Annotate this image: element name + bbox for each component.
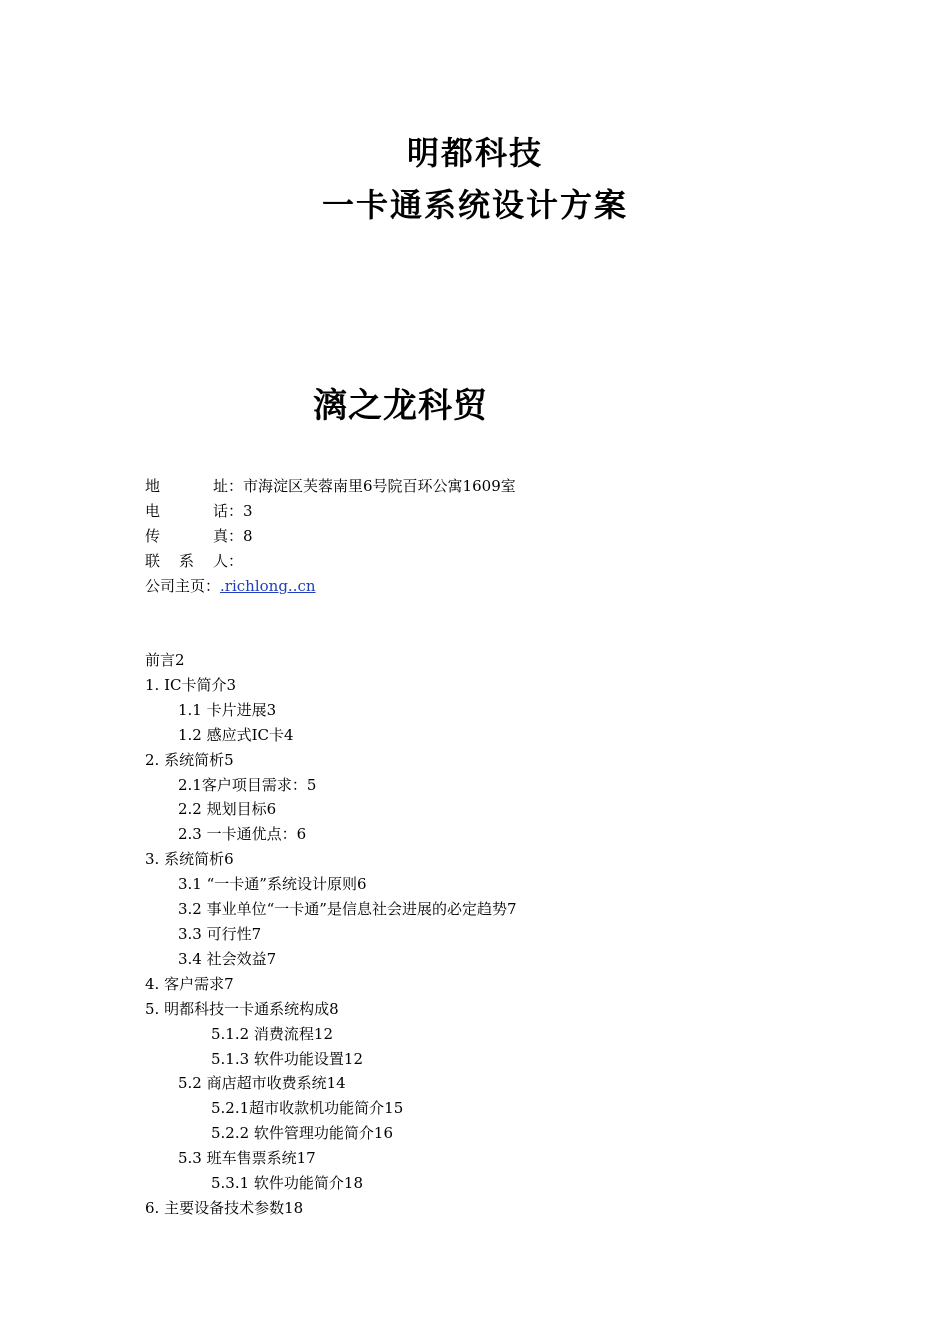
toc-entry[interactable]: 3.2 事业单位“一卡通”是信息社会进展的必定趋势7	[178, 900, 517, 919]
contact-info	[145, 474, 516, 599]
toc-entry[interactable]: 2.3 一卡通优点：6	[178, 825, 307, 844]
homepage-link[interactable]: .richlong..cn	[220, 577, 316, 595]
toc-entry[interactable]: 5.3.1 软件功能简介18	[211, 1174, 364, 1193]
contact-phone-label: 电 话	[145, 502, 228, 520]
toc-entry[interactable]: 前言2	[145, 651, 185, 669]
contact-address-colon: ：	[228, 477, 244, 495]
contact-homepage-colon: ：	[205, 577, 221, 595]
toc-entry[interactable]: 3.1 “一卡通”系统设计原则6	[178, 875, 367, 894]
toc-entry[interactable]: 1.1 卡片进展3	[178, 700, 277, 719]
contact-person-row	[145, 549, 516, 574]
toc-entry[interactable]: 1. IC卡简介3	[145, 675, 237, 694]
toc-entry[interactable]: 6. 主要设备技术参数18	[145, 1198, 304, 1217]
contact-fax-value: 8	[243, 527, 253, 545]
contact-address-row	[145, 474, 516, 499]
toc-entry[interactable]: 2.2 规划目标6	[178, 800, 277, 819]
toc-entry[interactable]: 1.2 感应式IC卡4	[178, 725, 294, 744]
contact-address-label: 地 址	[145, 477, 228, 495]
document-title-line-1: 明都科技	[406, 134, 543, 172]
toc-entry[interactable]: 5.2.2 软件管理功能简介16	[211, 1124, 394, 1143]
contact-homepage-label: 公司主页	[145, 577, 206, 595]
toc-entry[interactable]: 2.1客户项目需求：5	[178, 775, 317, 794]
toc-entry[interactable]: 5.3 班车售票系统17	[178, 1149, 316, 1168]
toc-entry[interactable]: 2. 系统简析5	[145, 750, 234, 769]
company-name: 漓之龙科贸	[313, 386, 488, 426]
contact-fax-label: 传 真	[145, 527, 228, 545]
toc-entry[interactable]: 5.1.2 消费流程12	[211, 1024, 334, 1043]
contact-phone-value: 3	[243, 502, 253, 520]
toc-entry[interactable]: 4. 客户需求7	[145, 974, 234, 993]
contact-fax-row	[145, 524, 516, 549]
contact-fax-colon: ：	[228, 527, 244, 545]
contact-phone-colon: ：	[228, 502, 244, 520]
contact-person-colon: ：	[228, 552, 244, 570]
toc-entry[interactable]: 5.2 商店超市收费系统14	[178, 1074, 346, 1093]
toc-entry[interactable]: 5.1.3 软件功能设置12	[211, 1049, 364, 1068]
table-of-contents	[145, 648, 517, 1221]
contact-address-value: 市海淀区芙蓉南里6号院百环公寓1609室	[243, 477, 516, 495]
contact-person-label: 联 系 人	[145, 552, 228, 570]
toc-entry[interactable]: 3. 系统简析6	[145, 850, 234, 869]
toc-entry[interactable]: 5.2.1超市收款机功能简介15	[211, 1099, 404, 1118]
toc-entry[interactable]: 5. 明都科技一卡通系统构成8	[145, 999, 339, 1018]
toc-entry[interactable]: 3.4 社会效益7	[178, 949, 277, 968]
contact-homepage-row	[145, 574, 516, 599]
contact-phone-row	[145, 499, 516, 524]
toc-entry[interactable]: 3.3 可行性7	[178, 924, 262, 943]
document-title-line-2: 一卡通系统设计方案	[321, 186, 628, 224]
